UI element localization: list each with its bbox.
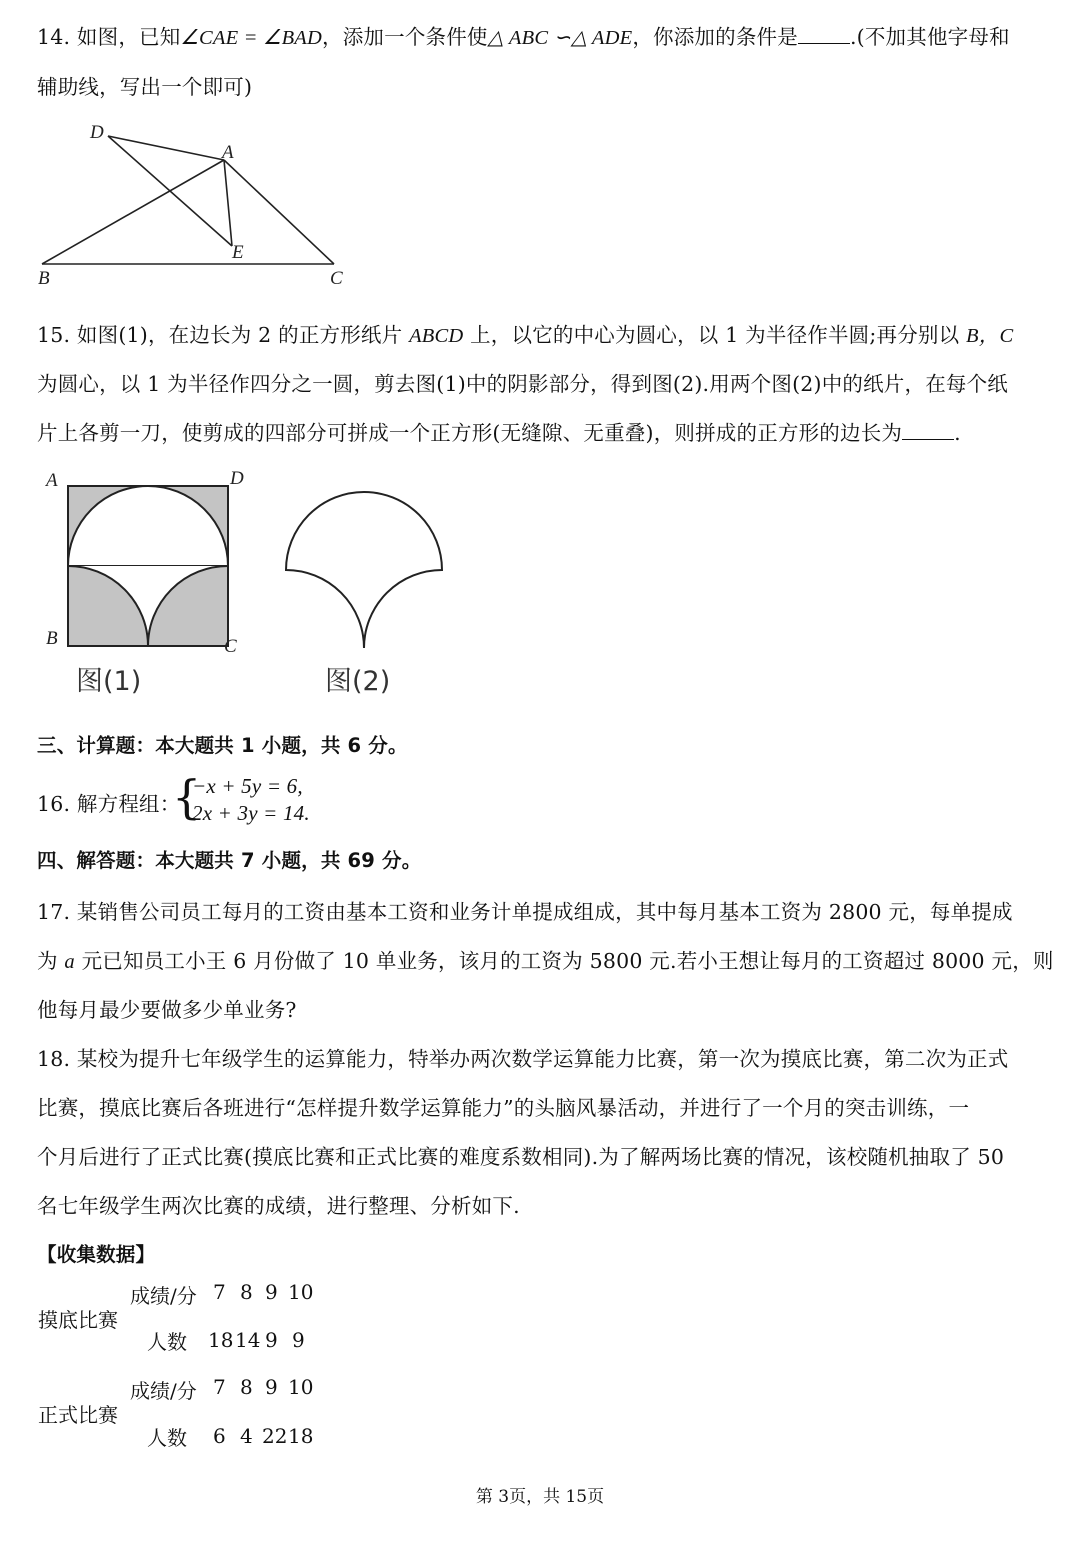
q16-prefix: 16. 解方程组： [37,792,181,816]
fig1-label-B: B [46,628,58,649]
q15-answer-blank [902,421,954,440]
page-footer: 第 3页，共 15页 [475,1487,605,1507]
q14-similar-triangles: △ ABC ∽△ ADE [487,27,633,49]
q18-line4: 名七年级学生两次比赛的成绩，进行整理、分析如下. [37,1194,520,1218]
q17-line1: 17. 某销售公司员工每月的工资由基本工资和业务计单提成组成，其中每月基本工资为 2800 元，每单提成 [37,900,1013,924]
q16-eq2: 2x + 3y = 14. [192,801,310,825]
section3-heading: 三、计算题：本大题共 1 小题，共 6 分。 [37,734,408,757]
label-B: B [38,268,50,289]
q14-given-angles: ∠CAE = ∠BAD [180,27,323,49]
q14-line2: 辅助线，写出一个即可) [37,75,253,99]
edge-DA [108,136,224,160]
table2-count-label: 人数 [147,1426,187,1450]
fig1-label-C: C [224,636,237,657]
q18-line3: 个月后进行了正式比赛(摸底比赛和正式比赛的难度系数相同).为了解两场比赛的情况，该校随机抽取了 50 [37,1145,1005,1169]
fig1-label-A: A [46,470,58,491]
table2-name: 正式比赛 [38,1403,118,1427]
table2-score-label: 成绩/分 [130,1379,197,1403]
q14-figure [0,0,1080,300]
edge-AE [224,160,232,246]
label-D: D [90,122,104,143]
q16-brace: { [172,770,202,824]
fig1-label-D: D [230,468,244,489]
q15-line1: 15. 如图(1)，在边长为 2 的正方形纸片 ABCD 上，以它的中心为圆心，以 1 为半径作半圆;再分别以 B，C [37,323,1014,347]
q14-line1: 14. 如图，已知∠CAE = ∠BAD，添加一个条件使△ ABC ∽△ ADE，你添加的条件是 .(不加其他字母和 [37,25,1010,49]
fig2-caption: 图(2) [325,666,391,697]
section4-heading: 四、解答题：本大题共 7 小题，共 69 分。 [37,849,422,872]
table1-name: 摸底比赛 [38,1308,118,1332]
collect-data-heading: 【收集数据】 [37,1243,156,1266]
edge-AB [42,160,224,264]
table1-count-label: 人数 [147,1330,187,1354]
fig1-caption: 图(1) [76,666,142,697]
label-C: C [330,268,343,289]
q18-line2: 比赛，摸底比赛后各班进行“怎样提升数学运算能力”的头脑风暴活动，并进行了一个月的突击训练，一 [37,1096,970,1120]
table-final: 正式比赛 成绩/分 7 8 9 10 人数 6 4 22 18 [38,1375,314,1450]
q15-figure-2 [280,466,520,706]
q15-line2: 为圆心，以 1 为半径作四分之一圆，剪去图(1)中的阴影部分，得到图(2).用两个图(2)中的纸片，在每个纸 [37,372,1009,396]
q18-line1: 18. 某校为提升七年级学生的运算能力，特举办两次数学运算能力比赛，第一次为摸底比赛，第二次为正式 [37,1047,1009,1071]
q17-line3: 他每月最少要做多少单业务? [37,998,297,1022]
label-A: A [222,142,234,163]
label-E: E [232,242,244,263]
q16-eq1: −x + 5y = 6, [192,774,303,798]
q17-line2: 为 a 元已知员工小王 6 月份做了 10 单业务，该月的工资为 5800 元.若小王想让每月的工资超过 8000 元，则 [37,949,1054,973]
table1-score-label: 成绩/分 [130,1284,197,1308]
q15-line3: 片上各剪一刀，使剪成的四部分可拼成一个正方形(无缝隙、无重叠)，则拼成的正方形的边长为 . [37,421,961,445]
table-pretest: 摸底比赛 成绩/分 7 8 9 10 人数 18 14 9 9 [38,1280,314,1354]
